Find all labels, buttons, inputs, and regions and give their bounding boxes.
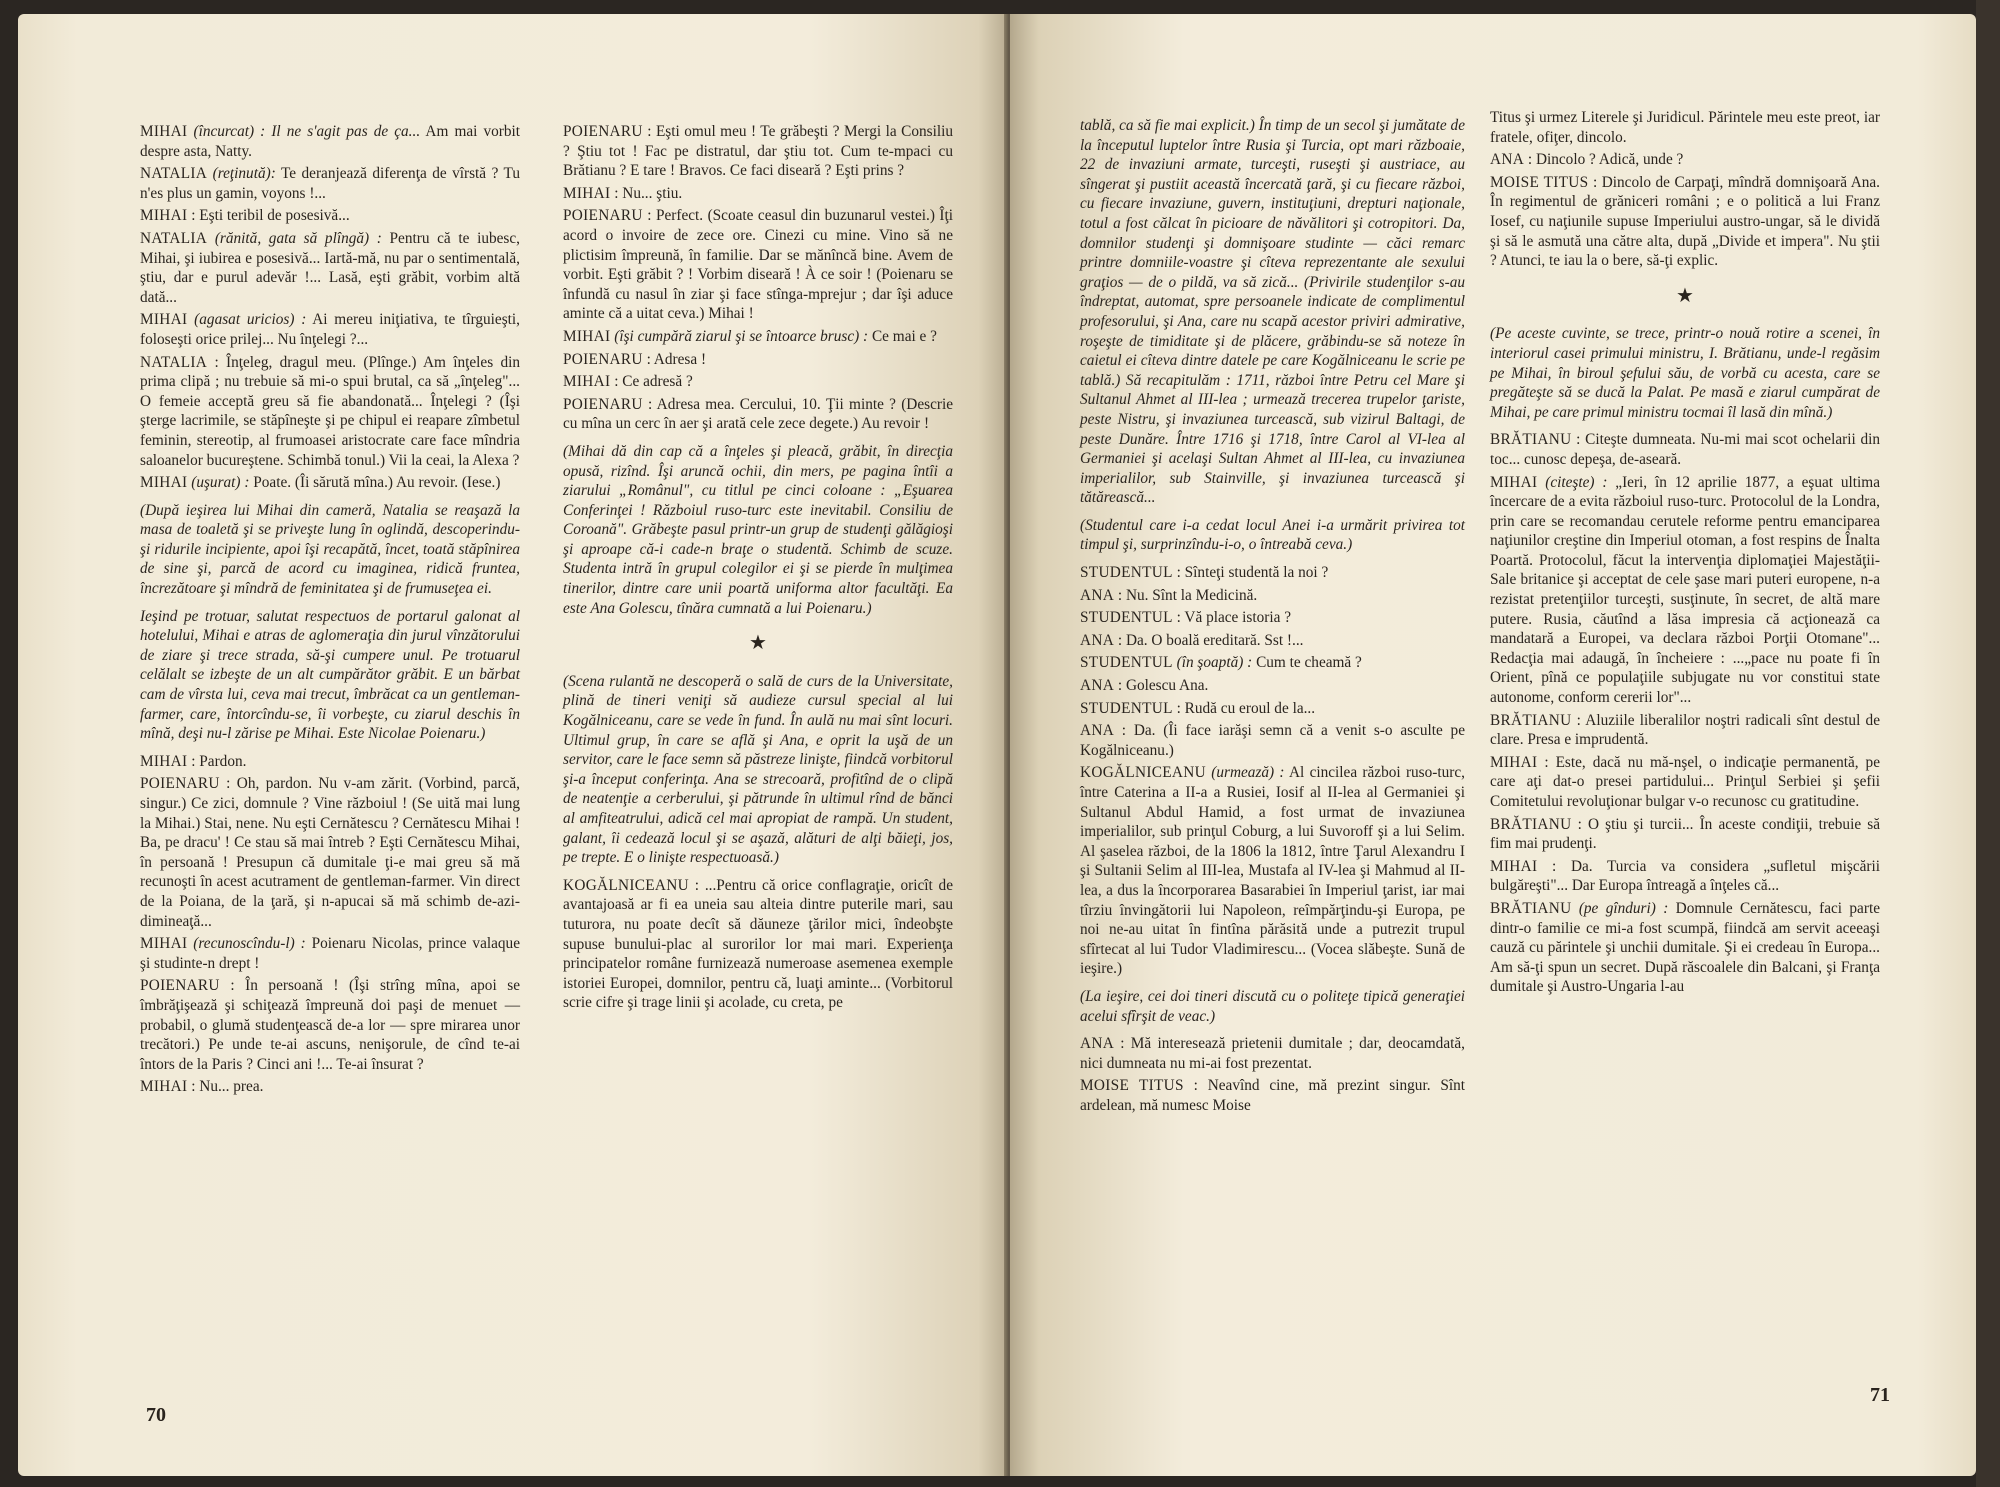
stage-direction: (Mihai dă din cap că a înţeles şi pleacă, grăbit, în direcţia opusă, rizînd. Îşi aruncă ochii, din mers, pe pagina întîi a ziarului „Românul", cu titlul pe cinci coloane : „Eşuarea Conferinţei ! Războiul ruso-turc este inevitabil. Consiliu de Coroană". Grăbeşte pasul printr-un grup de studenţi gălăgioşi şi aproape că-i cade-n braţe o studentă. Schimb de scuze. Studenta intră în grupul colegilor ei şi se pierde în mulţimea tinerilor, dintre care unii poartă uniforma altor facultăţi. Ea este Ana Golescu, tînăra cumnată a lui Poienaru.) [563,442,953,617]
speaker-name: NATALIA [140,229,208,247]
speaker-name: KOGĂLNICEANU [563,876,689,894]
dialogue-line [1080,763,1465,979]
dialogue-text: Titus şi urmez Literele şi Juridicul. Părintele meu este preot, iar fratele, ofiţer, dincolo. [1490,109,1880,146]
inline-direction: (urmează) : [1211,764,1285,782]
dialogue-text: Domnule Cernătescu, faci parte dintr-o familie ce mi-a fost scumpă, fiindcă am servit aceeaşi cauză cu părintele şi unchii dumitale. Şi ei credeau în Europa... Am să-ţi spun un secret. După răscoalele din Balcani, şi Franţa dumitale şi Austro-Ungaria l-au [1490,899,1880,996]
dialogue-text: : Da. Turcia va considera „sufletul mişcării bulgăreşti"... Dar Europa întreagă a înţeles că... [1490,857,1880,895]
dialogue-line [1080,1076,1465,1115]
dialogue-line [563,876,953,1013]
dialogue-line [140,473,520,493]
left-page [18,14,1008,1476]
dialogue-text: : O ştiu şi turcii... În aceste condiţii, trebuie să fim mai prudenţi. [1490,815,1880,853]
dialogue-text: Al cincilea război ruso-turc, între Caterina a II-a a Rusiei, Iosif al II-lea al Germaniei şi Sultanul Abdul Hamid, a fost urmat de invaziunea imperialilor, sub prinţul Coburg, a lui Suvoroff şi a lui Selim. Al şaselea război, de la 1806 la 1812, între Ţarul Alexandru I şi Sultanii Selim al III-lea, Mustafa al IV-lea şi Mahmud al II-lea, a dus la încorporarea Basarabiei în Imperiul ţarist, iar mai tîrziu învingătorii lui Napoleon, reîmpărţindu-şi Europa, pe noi ne-au uitat în fintîna părăsită unde a putrezit trupul sfîrtecat al lui Tudor Vladimirescu... (Vocea slăbeşte. Sună de ieşire.) [1080,764,1465,978]
dialogue-text: : Oh, pardon. Nu v-am zărit. (Vorbind, parcă, singur.) Ce zici, domnule ? Vine războiul ! (Se uită mai lung la Mihai.) Stai, nene. Nu eşti Cernătescu ? Cernătescu Mihai ! Ba, pe dracu' ! Ce stau să mai întreb ? Eşti Cernătescu Mihai, în persoană ! Presupun că dumitale ţi-e mai greu să mă recunoşti în acest acutrament de gentleman-farmer. Vin direct de la Poiana, de la ţară, şi n-apucai să mă schimb de-azi-dimineaţă... [140,775,520,930]
dialogue-line [140,164,520,203]
right-page [1010,14,1976,1476]
inline-direction: (în şoaptă) : [1176,654,1253,672]
speaker-name: MOISE TITUS [1490,173,1589,191]
stage-direction: (După ieşirea lui Mihai din cameră, Natalia se reaşază la masa de toaletă şi se priveşte lung în oglindă, descoperindu-şi ridurile incipiente, apoi îşi recapătă, încet, toată stăpînirea de sine şi, parcă de acord cu imaginea, ridică fruntea, încrezătoare şi mîndră de feminitatea şi de frumuseţea ei. [140,501,520,598]
dialogue-line [140,934,520,973]
left-column-1 [140,122,520,1100]
stage-direction: (Pe aceste cuvinte, se trece, printr-o nouă rotire a scenei, în interiorul casei primului ministru, I. Brătianu, unde-l regăsim pe Mihai, în biroul şefului său, de vorbă cu acesta, care se pregăteşte să se ducă la Palat. Pe masă e ziarul cumpărat de Mihai, pe care primul ministru tocmai îl lasă din mînă.) [1490,325,1880,421]
dialogue-line [140,206,520,226]
speaker-name: POIENARU [563,207,643,225]
dialogue-line [1080,631,1465,651]
speaker-name: POIENARU [563,123,643,140]
stage-direction: (Studentul care i-a cedat locul Anei i-a urmărit privirea tot timpul şi, surprinzîndu-i-o, o întreabă ceva.) [1080,516,1465,554]
dialogue-text: : Rudă cu eroul de la... [1172,699,1316,717]
dialogue-line [1080,653,1465,673]
dialogue-text: : Eşti teribil de posesivă... [187,207,350,225]
speaker-name: STUDENTUL [1080,564,1173,582]
dialogue-line [1490,857,1880,896]
speaker-name: MIHAI [140,474,188,492]
dialogue-line [563,327,953,347]
dialogue-text: Pentru că te iubesc, Mihai, şi iubirea e posesivă... Iartă-mă, nu par o sentimentală, ştiu, dar e purul adevăr !... Lasă, eşti grăbit, vorbim altă dată... [140,229,520,306]
speaker-name: POIENARU [563,395,643,413]
speaker-name: POIENARU [563,350,643,368]
speaker-name: BRĂTIANU [1490,815,1572,833]
speaker-name: NATALIA [140,165,208,183]
speaker-name: STUDENTUL [1080,609,1173,627]
dialogue-text: : Eşti omul meu ! Te grăbeşti ? Mergi la Consiliu ? Ştiu tot ! Fac pe distratul, dar ştiu tot. Cum te-mpaci cu Brătianu ? E tare ! Bravos. Ce faci diseară ? Eşti prins ? [563,123,953,180]
speaker-name: BRĂTIANU [1490,711,1572,729]
dialogue-line [1080,721,1465,760]
section-star: ★ [1676,284,1694,307]
speaker-name: ANA [1080,1035,1115,1053]
dialogue-line [1490,473,1880,708]
inline-direction: (agasat uricios) : [194,311,307,329]
dialogue-line [140,774,520,931]
dialogue-line [140,976,520,1074]
inline-direction: (uşurat) : [191,474,250,492]
page-number-right: 71 [1870,1384,1890,1406]
inline-direction: (rănită, gata să plîngă) : [214,229,382,247]
speaker-name: POIENARU [140,775,220,793]
dialogue-text: : Golescu Ana. [1114,677,1209,695]
dialogue-text: : Dincolo de Carpaţi, mîndră domnişoară Ana. În regimentul de grăniceri români ; e o politică a lui Franz Iosef, cu naţiunile supuse Imperiului austro-ungar, să le dividă şi să le asmută una către alta, după „Divide et impera". Nu ştii ? Atunci, te iau la o bere, să-ţi explic. [1490,173,1881,270]
dialogue-text: : Pardon. [187,752,247,770]
stage-direction: Ieşind pe trotuar, salutat respectuos de portarul galonat al hotelului, Mihai e atras de aglomeraţia din jurul vînzătorului de ziare şi trece strada, să-şi cumpere unul. Pe trotuarul celălalt se izbeşte de un alt cumpărător grăbit. E un bărbat cam de vîrsta lui, ceva mai trecut, îmbrăcat ca un gentleman-farmer, care, întorcîndu-se, îi vorbeşte, cu ziarul deschis în mînă, deşi nu-l zărise pe Mihai. Este Nicolae Poienaru.) [140,607,520,743]
dialogue-text: : Dincolo ? Adică, unde ? [1524,151,1684,169]
dialogue-text: Te deranjează diferenţa de vîrstă ? Tu n'es plus un gamin, voyons !... [140,165,521,202]
dialogue-line [1490,711,1880,750]
dialogue-text: : Nu. Sînt la Medicină. [1114,586,1258,604]
scan-edge [1976,0,2000,1487]
dialogue-line [140,122,520,161]
speaker-name: POIENARU [140,977,220,995]
inline-direction: (reţinută): [212,165,276,183]
dialogue-line [140,229,520,307]
dialogue-text: : Da. (Îi face iarăşi semn că a venit s-o asculte pe Kogălniceanu.) [1080,722,1465,759]
dialogue-text: : Aluziile liberalilor noştri radicali sînt destul de clare. Presa e imprudentă. [1490,711,1880,749]
speaker-name: MIHAI [563,184,611,202]
speaker-name: MIHAI [140,752,188,770]
speaker-name: KOGĂLNICEANU [1080,764,1206,782]
dialogue-text: : Perfect. (Scoate ceasul din buzunarul vestei.) Îţi acord o invoire de zece ore. Cinezi cu mine. Vino să ne plictisim împreună, în familie. Dar se mănîncă bine. Avem de vorbit. Eşti grăbit ? ! Vorbim diseară ! À ce soir ! (Poienaru se înfundă cu nasul în ziar şi face stînga-mprejur ; dar îşi aduce aminte că a uitat ceva.) Mihai ! [563,207,953,323]
dialogue-text: : În persoană ! (Îşi strîng mîna, apoi se îmbrăţişează şi schiţează împreună doi paşi de menuet — probabil, o glumă studenţească de-a lor — spre mirarea unor trecători.) Pe unde te-ai ascuns, nenişorule, de cînd te-ai întors de la Paris ? Cinci ani !... Te-ai însurat ? [140,977,520,1073]
dialogue-line [1490,173,1880,271]
speaker-name: MIHAI [140,207,188,225]
dialogue-text: : Nu... prea. [187,1078,264,1096]
dialogue-line [1490,815,1880,854]
dialogue-line [1490,899,1880,997]
dialogue-text: : Adresa mea. Cercului, 10. Ţii minte ? (Descrie cu mîna un cerc în aer şi arată cele zece degete.) Au revoir ! [563,395,953,433]
speaker-name: BRĂTIANU [1490,899,1572,917]
page-number-left: 70 [146,1404,166,1426]
dialogue-line [1490,150,1880,170]
dialogue-line [1490,753,1880,812]
dialogue-text: : Este, dacă nu mă-nşel, o indicaţie permanentă, pe care aţi dat-o presei partidului... Prinţul Serbiei şi şefii Comitetului revoluţionar bulgar v-o recunosc cu gratitudine. [1490,753,1880,810]
speaker-name: ANA [1080,631,1115,649]
dialogue-text: : Mă interesează prietenii dumitale ; dar, deocamdată, nici dumneata nu mi-ai fost prezentat. [1080,1035,1465,1072]
speaker-name: MIHAI [563,327,611,345]
speaker-name: NATALIA [140,353,208,371]
stage-direction: (La ieşire, cei doi tineri discută cu o politeţe tipică generaţiei acelui sfîrşit de veac.) [1080,987,1465,1025]
inline-direction: (recunoscîndu-l) : [193,935,306,953]
dialogue-text: : ...Pentru că orice conflagraţie, oricît de avantajoasă ar fi ea uneia sau alteia dintre puterile mari, sau tuturora, nu poate decît să dăuneze ţărilor mici, îndeobşte supuse bunului-plac al surorilor lor mai mari. Experienţa principatelor române furnizează numeroase asemenea exemple istoriei Europei, domnilor, pentru că, luaţi aminte... (Vorbitorul scrie cifre şi trage linii şi acolade, cu creta, pe [563,876,953,1012]
section-star: ★ [749,632,767,655]
dialogue-line [1080,586,1465,606]
dialogue-text: : Nu... ştiu. [610,184,683,202]
speaker-name: BRĂTIANU [1490,431,1572,449]
speaker-name: MIHAI [140,311,188,329]
left-column-2 [563,122,953,1016]
dialogue-line [140,310,520,349]
dialogue-text: Am mai vorbit despre asta, Natty. [140,123,520,160]
dialogue-text: : Adresa ! [642,350,707,368]
speaker-name: ANA [1080,586,1115,604]
dialogue-text: Cum te cheamă ? [1252,654,1362,672]
speaker-name: ANA [1080,677,1115,695]
dialogue-line [563,350,953,370]
dialogue-line [563,122,953,181]
dialogue-line [140,752,520,772]
inline-direction: (citeşte) : [1545,473,1608,491]
speaker-name: MIHAI [1490,857,1538,875]
speaker-name: MIHAI [1490,753,1538,771]
dialogue-text: : Ce adresă ? [610,373,693,391]
right-column-2 [1490,108,1880,1000]
dialogue-text: Poienaru Nicolas, prince valaque şi studinte-n drept ! [140,935,520,972]
dialogue-text: Poate. (Îi sărută mîna.) Au revoir. (Iese.) [249,474,501,492]
dialogue-text: Ce mai e ? [868,327,937,345]
dialogue-line [1080,563,1465,583]
dialogue-line [1490,108,1880,147]
dialogue-text: „Ieri, în 12 aprilie 1877, a eşuat ultima încercare de a evita războiul ruso-turc. Protocolul de la Londra, prin care se recomandau cerutele reforme pentru emanciparea naţiunilor creştine din Imperiul otoman, a fost respins de Înalta Poartă. Protocolul, făcut la intervenţia diplomaţiei Majestăţii-Sale britanice şi acceptat de cele şase mari puteri europene, n-a rezistat pretenţiilor turceşti, susţinute, în secret, de altă mare putere. Rusia, căutînd a lăsa impresia că acţionează ca mandatară a Europei, va declara război Porţii Otomane"... Redacţia mai adaugă, în încheiere : ...„pace nu poate fi în Orient, pînă ce populaţiile subjugate nu vor constitui state autonome, conform cererii lor"... [1490,473,1880,707]
speaker-name: MOISE TITUS [1080,1077,1184,1095]
speaker-name: MIHAI [140,123,188,140]
dialogue-line [563,184,953,204]
inline-direction: (pe gînduri) : [1578,899,1669,917]
dialogue-line [1490,430,1880,469]
speaker-name: STUDENTUL [1080,654,1173,672]
dialogue-text: : Sînteţi studentă la noi ? [1172,564,1329,582]
dialogue-text: : Da. O boală ereditară. Sst !... [1114,631,1304,649]
right-column-1 [1080,108,1465,1119]
speaker-name: ANA [1080,722,1115,740]
dialogue-text: Ai mereu iniţiativa, te tîrguieşti, foloseşti orice prilej... Nu înţelegi ?... [140,311,520,348]
stage-direction: (Scena rulantă ne descoperă o sală de curs de la Universitate, plină de tineri veniţi să audieze cursul special al lui Kogălniceanu, care se vede în fund. În aulă nu mai sînt locuri. Ultimul grup, în care se află şi Ana, e oprit la uşă de un servitor, care le face semn să păstreze linişte, fiindcă vorbitorul şi-a început conferinţa. Ana se strecoară, profitînd de o clipă de neatenţie a cerberului, şi pătrunde în ultimul rînd de bănci al amfiteatrului, adică cel mai apropiat de rampă. Un student, galant, îi cedează locul şi se aşază, alături de alţi băieţi, jos, pe trepte. E o linişte respectuoasă.) [563,672,953,867]
dialogue-line [563,206,953,324]
speaker-name: MIHAI [563,373,611,391]
dialogue-line [1080,699,1465,719]
speaker-name: MIHAI [140,1078,188,1096]
speaker-name: STUDENTUL [1080,699,1173,717]
dialogue-line [1080,1034,1465,1073]
dialogue-text: : Neavînd cine, mă prezint singur. Sînt ardelean, mă numesc Moise [1080,1077,1466,1114]
speaker-name: MIHAI [140,935,188,953]
dialogue-line [140,353,520,471]
dialogue-text: : Vă place istoria ? [1172,609,1292,627]
dialogue-line [563,372,953,392]
dialogue-line [1080,676,1465,696]
dialogue-line [1080,608,1465,628]
speaker-name: MIHAI [1490,473,1538,491]
speaker-name: ANA [1490,151,1525,169]
inline-direction: (îşi cumpără ziarul şi se întoarce brusc) : [614,327,869,345]
dialogue-line [563,395,953,434]
dialogue-text: : Înţeleg, dragul meu. (Plînge.) Am înţeles din prima clipă ; nu trebuie să mi-o spui brutal, ca să „înţeleg"... O femeie acceptă greu să fie abandonată... Înţelegi ? (Îşi şterge lacrimile, se stăpîneşte şi pe chipul ei reapare zîmbetul feminin, stereotip, al frumoasei aristocrate care face mîndria saloanelor bucureştene. Schimbă tonul.) Vii la ceai, la Alexa ? [140,353,520,469]
dialogue-text: : Citeşte dumneata. Nu-mi mai scot ochelarii din toc... cunosc depeşa, de-aseară. [1490,431,1880,468]
dialogue-line [140,1077,520,1097]
stage-direction: tablă, ca să fie mai explicit.) În timp de un secol şi jumătate de la începutul luptelor între Rusia şi Turcia, opt mari războaie, 22 de invaziuni armate, turceşti, ruseşti şi austriace, au sîngerat şi pustiit această încercată ţară, şi cu fiecare război, cu fiecare invaziune, guvern, instituţiuni, drepturi naţionale, totul a fost călcat în picioare de năvălitori şi cotropitori. Da, domnilor studenţi şi domnişoare studinte — căci remarc printre domniile-voastre şi cîteva reprezentante ale sexului graţios — de o pildă, va să zică... (Privirile studenţilor s-au îndreptat, automat, spre persoanele indicate de complimentul profesorului, şi Ana, care nu scapă acestor priviri admirative, roşeşte de timiditate şi de plăcere, grăbindu-se să noteze în caietul ei cîteva dintre datele pe care Kogălniceanu le scrie pe tablă.) Să recapitulăm : 1711, război între Petru cel Mare şi Sultanul Ahmet al III-lea ; urmează trecerea trupelor ţariste, peste Nistru, şi invaziunea turcească, sub vizirul Baltagi, de peste Dunăre. Între 1716 şi 1718, între Carol al VI-lea al Germaniei şi acelaşi Sultan Ahmet al III-lea, cu invaziunea imperialilor, sub Stainville, şi invaziunea turcească şi tătărească... [1080,117,1465,507]
inline-direction: (încurcat) : Il ne s'agit pas de ça... [193,123,421,140]
